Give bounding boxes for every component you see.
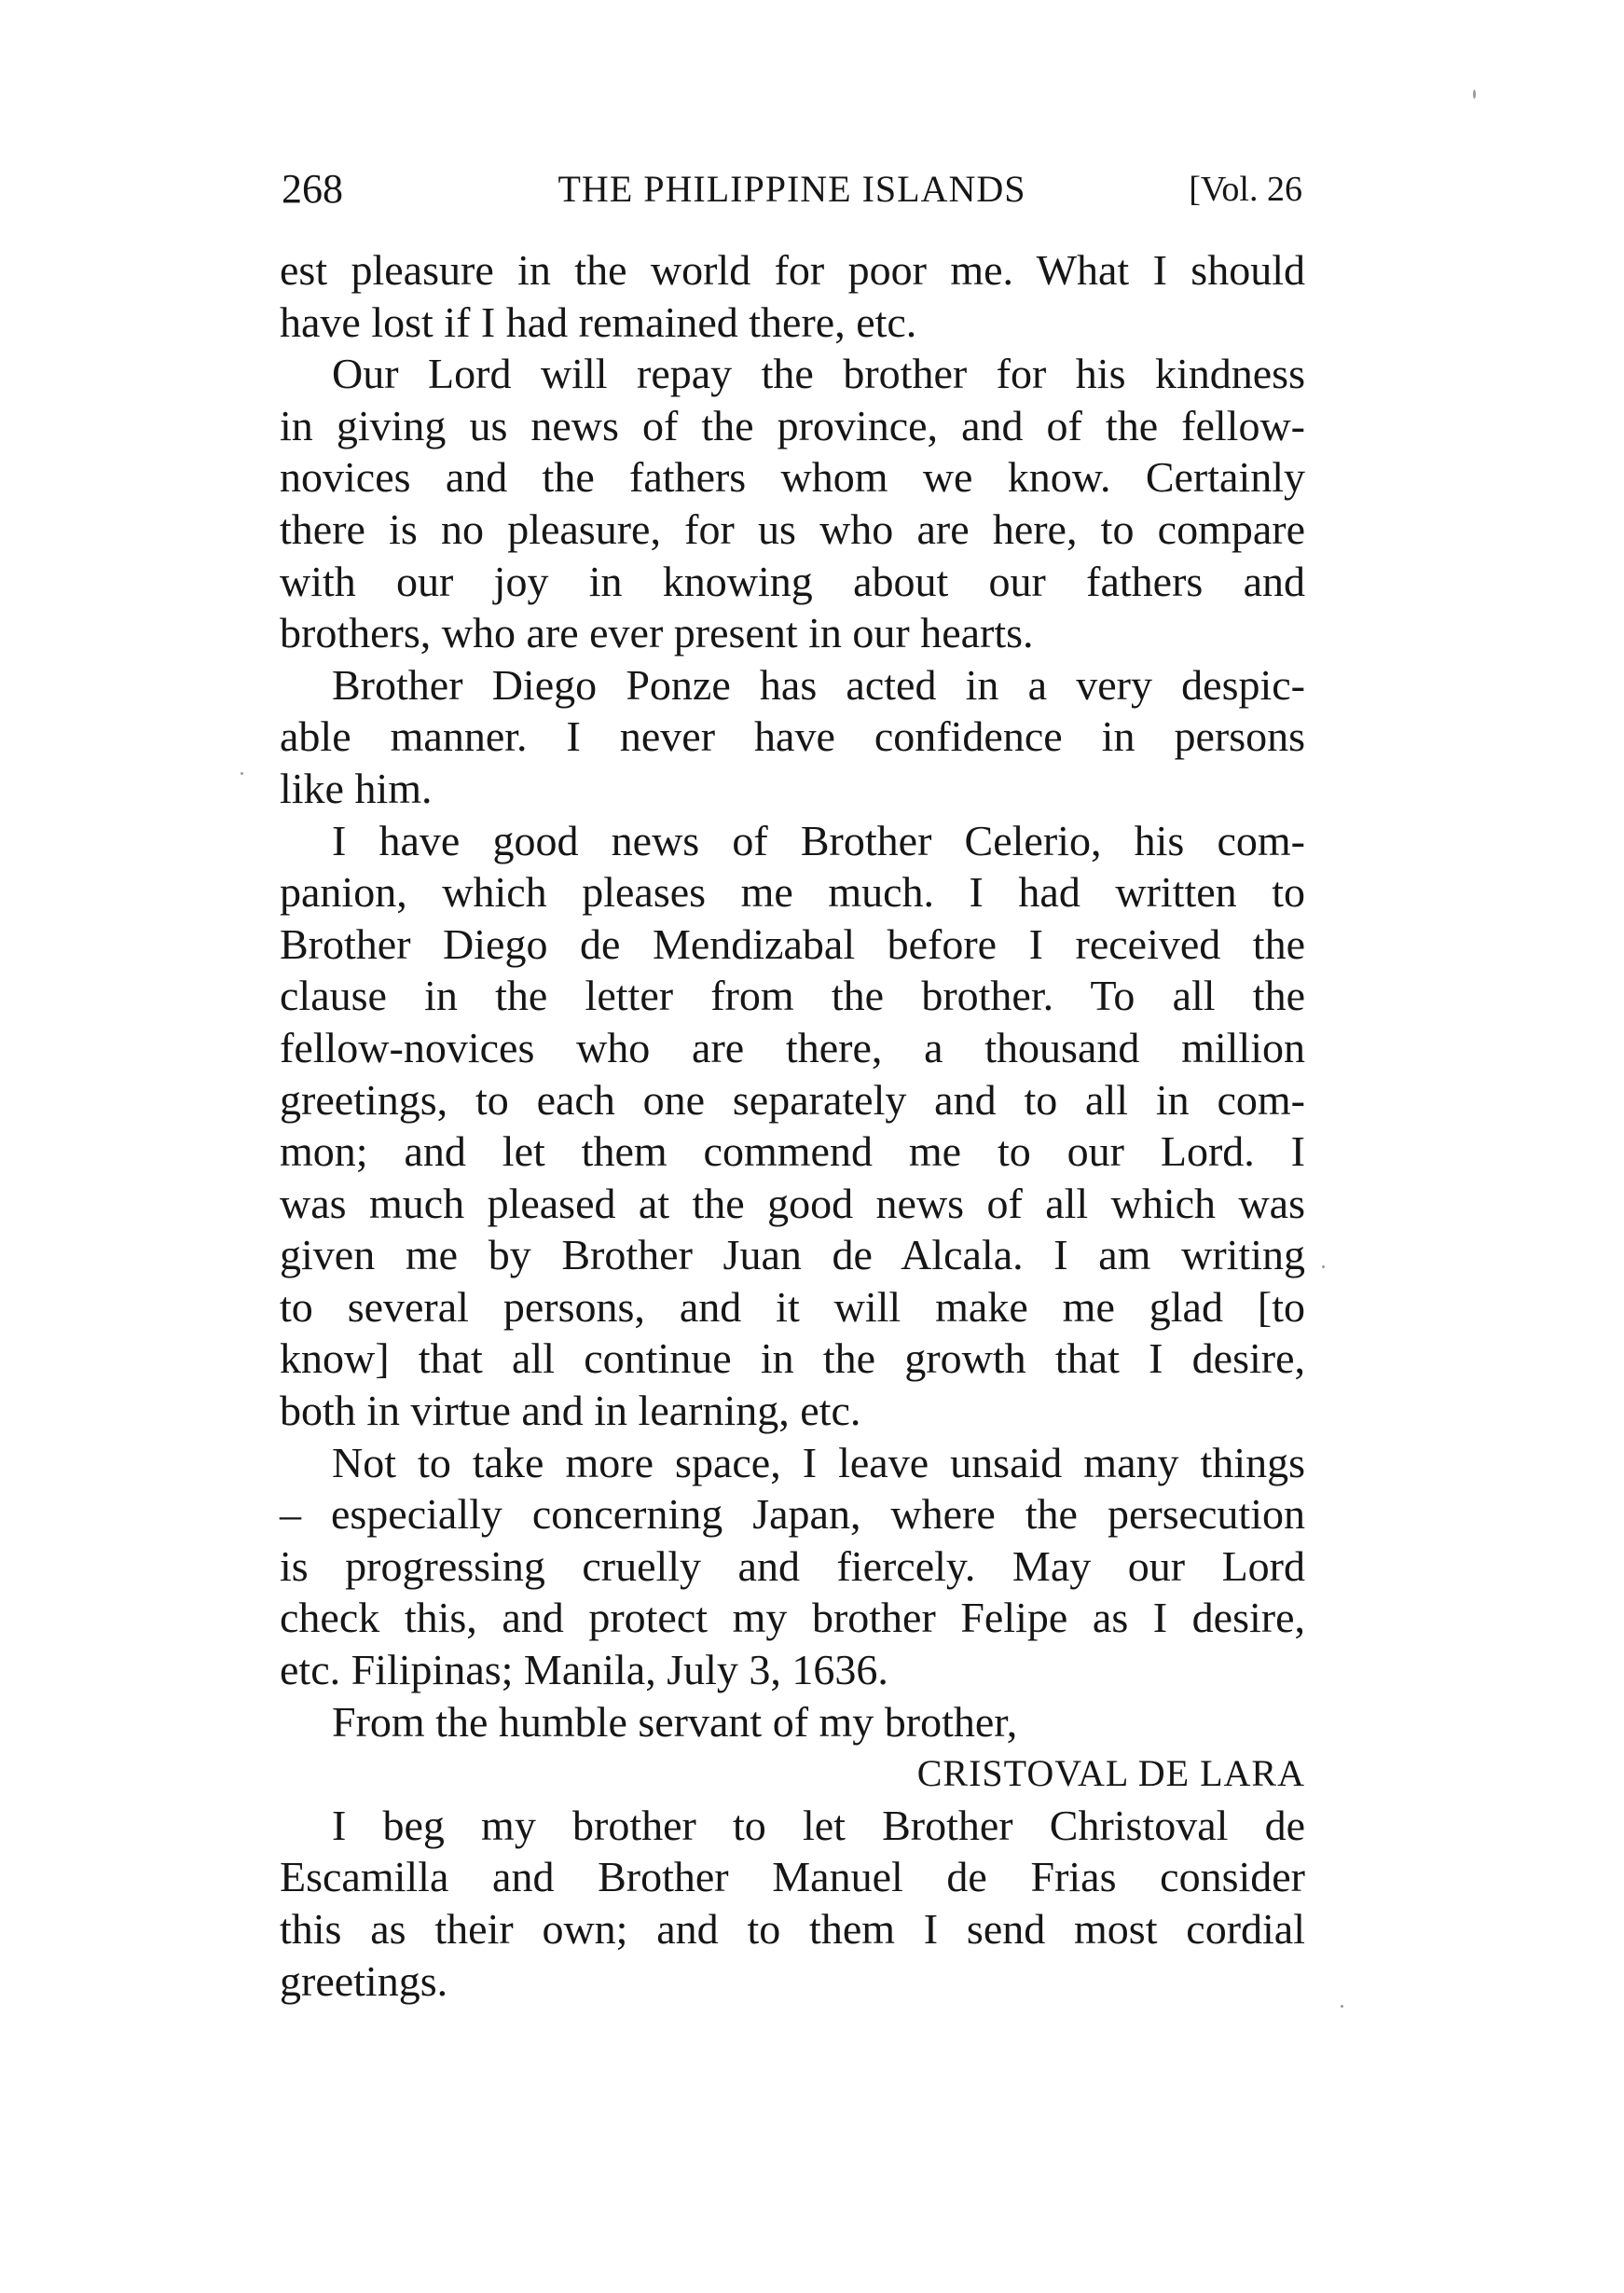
paragraph-start-line: Brother Diego Ponze has acted in a very despic-: [332, 660, 1305, 709]
text-line: novices and the fathers whom we know. Certainly: [280, 453, 1305, 502]
body-text: [280, 244, 1305, 2007]
paragraph-start-line: Not to take more space, I leave unsaid many things: [332, 1438, 1305, 1486]
text-line: have lost if I had remained there, etc.: [280, 297, 917, 346]
text-line: fellow-novices who are there, a thousand million: [280, 1023, 1305, 1071]
text-line: this as their own; and to them I send most cordial: [280, 1905, 1305, 1953]
text-line: Brother Diego de Mendizabal before I received the: [280, 919, 1305, 968]
text-line: est pleasure in the world for poor me. What I should: [280, 246, 1305, 294]
text-line: given me by Brother Juan de Alcala. I am writing: [280, 1231, 1305, 1279]
paragraph-start-line: Our Lord will repay the brother for his kindness: [332, 350, 1305, 398]
scan-speck: [1322, 1265, 1325, 1268]
text-line: is progressing cruelly and fiercely. May our Lord: [280, 1541, 1305, 1590]
text-line: was much pleased at the good news of all which was: [280, 1179, 1305, 1227]
text-line: check this, and protect my brother Felipe as I desire,: [280, 1594, 1305, 1642]
text-line: Escamilla and Brother Manuel de Frias consider: [280, 1853, 1305, 1901]
closing-line: From the humble servant of my brother,: [332, 1697, 1018, 1746]
text-line: clause in the letter from the brother. To all the: [280, 972, 1305, 1020]
text-line: mon; and let them commend me to our Lord. I: [280, 1127, 1305, 1176]
text-line: panion, which pleases me much. I had written to: [280, 868, 1305, 917]
text-line: greetings, to each one separately and to all in com-: [280, 1075, 1305, 1124]
text-line: greetings.: [280, 1956, 448, 2005]
text-line: able manner. I never have confidence in persons: [280, 712, 1305, 761]
text-line: brothers, who are ever present in our hearts.: [280, 609, 1034, 657]
text-line: know] that all continue in the growth that I desire,: [280, 1334, 1305, 1383]
signature: CRISTOVAL DE LARA: [916, 1752, 1305, 1795]
scan-speck: [1473, 90, 1476, 99]
text-line: there is no pleasure, for us who are here, to compare: [280, 504, 1305, 553]
text-line: etc. Filipinas; Manila, July 3, 1636.: [280, 1646, 888, 1694]
text-line: to several persons, and it will make me glad [to: [280, 1282, 1305, 1331]
page-number: 268: [282, 166, 343, 212]
running-title: THE PHILIPPINE ISLANDS: [557, 168, 1026, 210]
scan-speck: [241, 772, 243, 775]
paragraph-start-line: I have good news of Brother Celerio, his com-: [332, 816, 1305, 864]
scan-speck: [1341, 2005, 1343, 2008]
text-line: both in virtue and in learning, etc.: [280, 1387, 861, 1435]
text-line: like him.: [280, 764, 433, 812]
text-line: with our joy in knowing about our fathers and: [280, 557, 1305, 605]
running-header: [282, 157, 1302, 222]
text-line: in giving us news of the province, and of the fellow-: [280, 401, 1305, 449]
volume-label: [Vol. 26: [1189, 170, 1302, 209]
text-line: – especially concerning Japan, where the persecution: [280, 1490, 1305, 1539]
postscript-start-line: I beg my brother to let Brother Christoval de: [332, 1801, 1305, 1849]
